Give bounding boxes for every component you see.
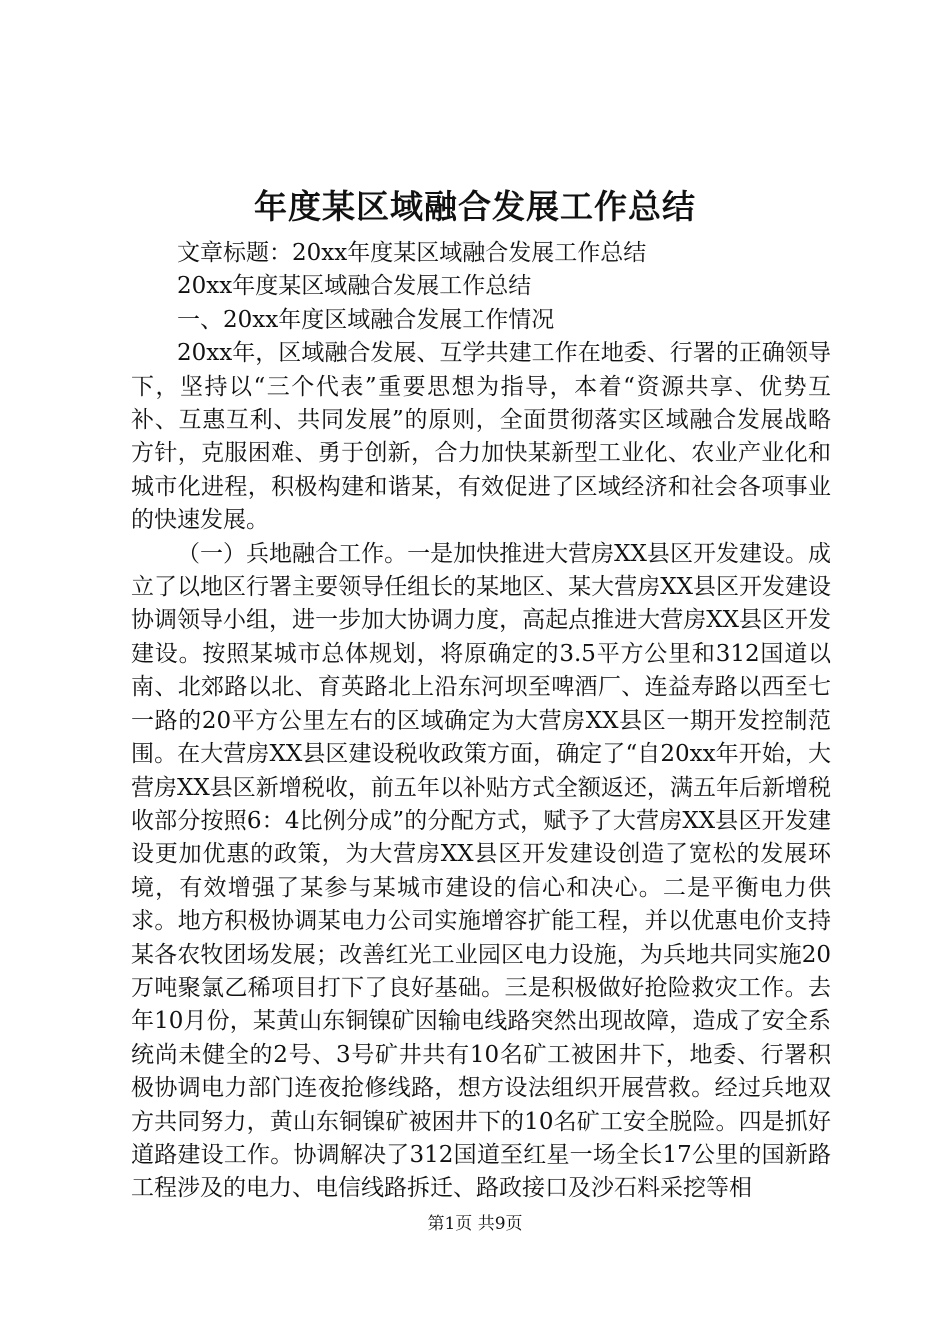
body-paragraph: （一）兵地融合工作。一是加快推进大营房XX县区开发建设。成立了以地区行署主要领导任组长的某地区、某大营房XX县区开发建设协调领导小组，进一步加大协调力度，高起点推进大营房XX县区开发建设。按照某城市总体规划，将原确定的3.5平方公里和312国道以南、北郊路以北、育英路北上沿东河坝至啤酒厂、连益寿路以西至七一路的20平方公里左右的区域确定为大营房XX县区一期开发控制范围。在大营房XX县区建设税收政策方面，确定了“自20xx年开始，大营房XX县区新增税收，前五年以补贴方式全额返还，满五年后新增税收部分按照6：4比例分成”的分配方式，赋予了大营房XX县区开发建设更加优惠的政策，为大营房XX县区开发建设创造了宽松的发展环境，有效增强了某参与某城市建设的信心和决心。二是平衡电力供求。地方积极协调某电力公司实施增容扩能工程，并以优惠电价支持某各农牧团场发展；改善红光工业园区电力设施，为兵地共同实施20万吨聚氯乙稀项目打下了良好基础。三是积极做好抢险救灾工作。去年10月份，某黄山东铜镍矿因输电线路突然出现故障，造成了安全系统尚未健全的2号、3号矿井共有10名矿工被困井下，地委、行署积极协调电力部门连夜抢修线路，想方设法组织开展营救。经过兵地双方共同努力，黄山东铜镍矿被困井下的10名矿工安全脱险。四是抓好道路建设工作。协调解决了312国道至红星一场全长17公里的国新路工程涉及的电力、电信线路拆迁、路政接口及沙石料采挖等相 xyxy=(131,540,831,1202)
document-title: 年度某区域融合发展工作总结 xyxy=(254,187,696,226)
intro-paragraph: 20xx年，区域融合发展、互学共建工作在地委、行署的正确领导下，坚持以“三个代表”重要思想为指导，本着“资源共享、优势互补、互惠互利、共同发展”的原则，全面贯彻落实区域融合发展战略方针，克服困难、勇于创新，合力加快某新型工业化、农业产业化和城市化进程，积极构建和谐某，有效促进了区域经济和社会各项事业的快速发展。 xyxy=(131,340,831,534)
article-title-line: 文章标题：20xx年度某区域融合发展工作总结 xyxy=(177,240,647,266)
page-footer: 第1页 共9页 xyxy=(427,1214,523,1234)
section-heading: 一、20xx年度区域融合发展工作情况 xyxy=(177,306,555,333)
subtitle-line: 20xx年度某区域融合发展工作总结 xyxy=(177,273,532,300)
document-body xyxy=(131,237,831,1206)
